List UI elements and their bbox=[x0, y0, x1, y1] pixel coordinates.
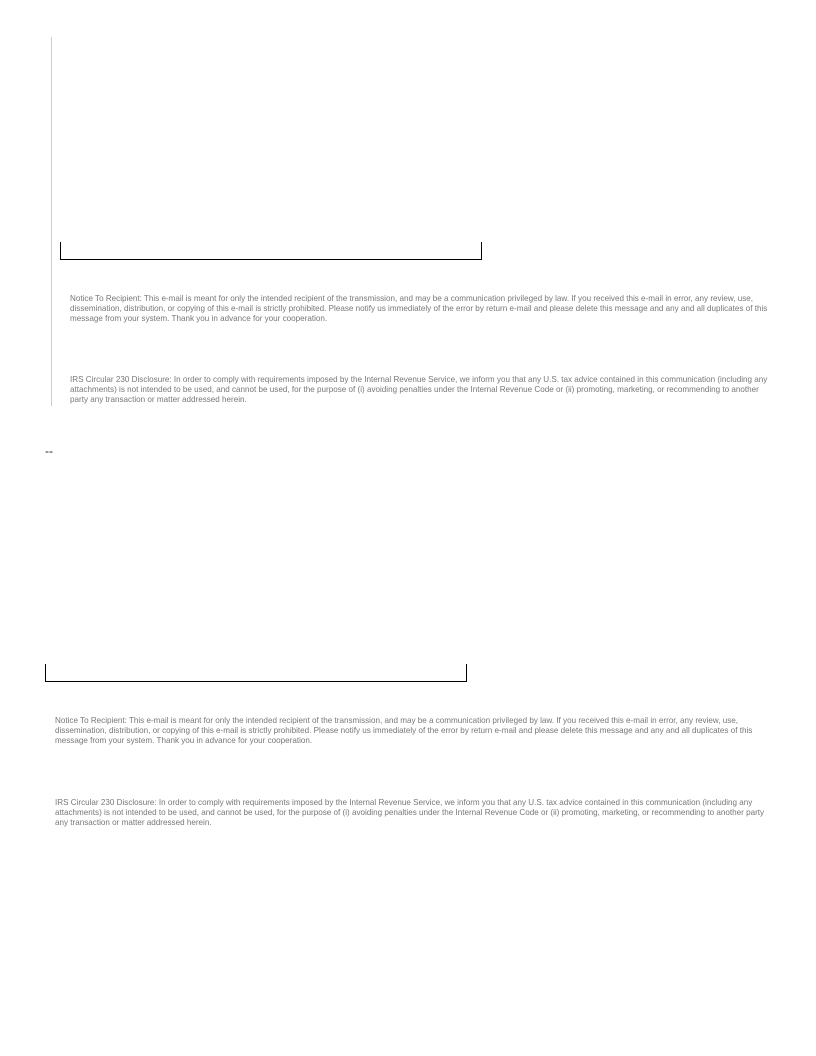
quote-bar bbox=[51, 37, 52, 406]
quoted-irs-disclosure: IRS Circular 230 Disclosure: In order to comply with requirements imposed by the Internal Revenue Service, we inform you that any U.S. tax advice contained in this communication (including any attachments) is not intended to be used, and cannot be used, for the purpose of (i) avoiding penalties under the Internal Revenue Code or (ii) promoting, marketing, or recommending to another party any transaction or matter addressed herein. bbox=[70, 375, 768, 405]
quoted-notice-to-recipient: Notice To Recipient: This e-mail is meant for only the intended recipient of the transmission, and may be a communication privileged by law. If you received this e-mail in error, any review, use, dissemination, distribution, or copying of this e-mail is strictly prohibited. Please notify us immediately of the error by return e-mail and please delete this message and any and all duplicates of this message from your system. Thank you in advance for your cooperation. bbox=[70, 294, 768, 324]
footer-notice-to-recipient: Notice To Recipient: This e-mail is meant for only the intended recipient of the transmission, and may be a communication privileged by law. If you received this e-mail in error, any review, use, dissemination, distribution, or copying of this e-mail is strictly prohibited. Please notify us immediately of the error by return e-mail and please delete this message and any and all duplicates of this message from your system. Thank you in advance for your cooperation. bbox=[55, 716, 753, 746]
footer-separator-box bbox=[45, 664, 467, 682]
quoted-separator-box bbox=[60, 242, 482, 260]
signature-separator: -- bbox=[45, 444, 53, 458]
footer-irs-disclosure: IRS Circular 230 Disclosure: In order to comply with requirements imposed by the Internal Revenue Service, we inform you that any U.S. tax advice contained in this communication (including any attachments) is not intended to be used, and cannot be used, for the purpose of (i) avoiding penalties under the Internal Revenue Code or (ii) promoting, marketing, or recommending to another party any transaction or matter addressed herein. bbox=[55, 798, 765, 828]
